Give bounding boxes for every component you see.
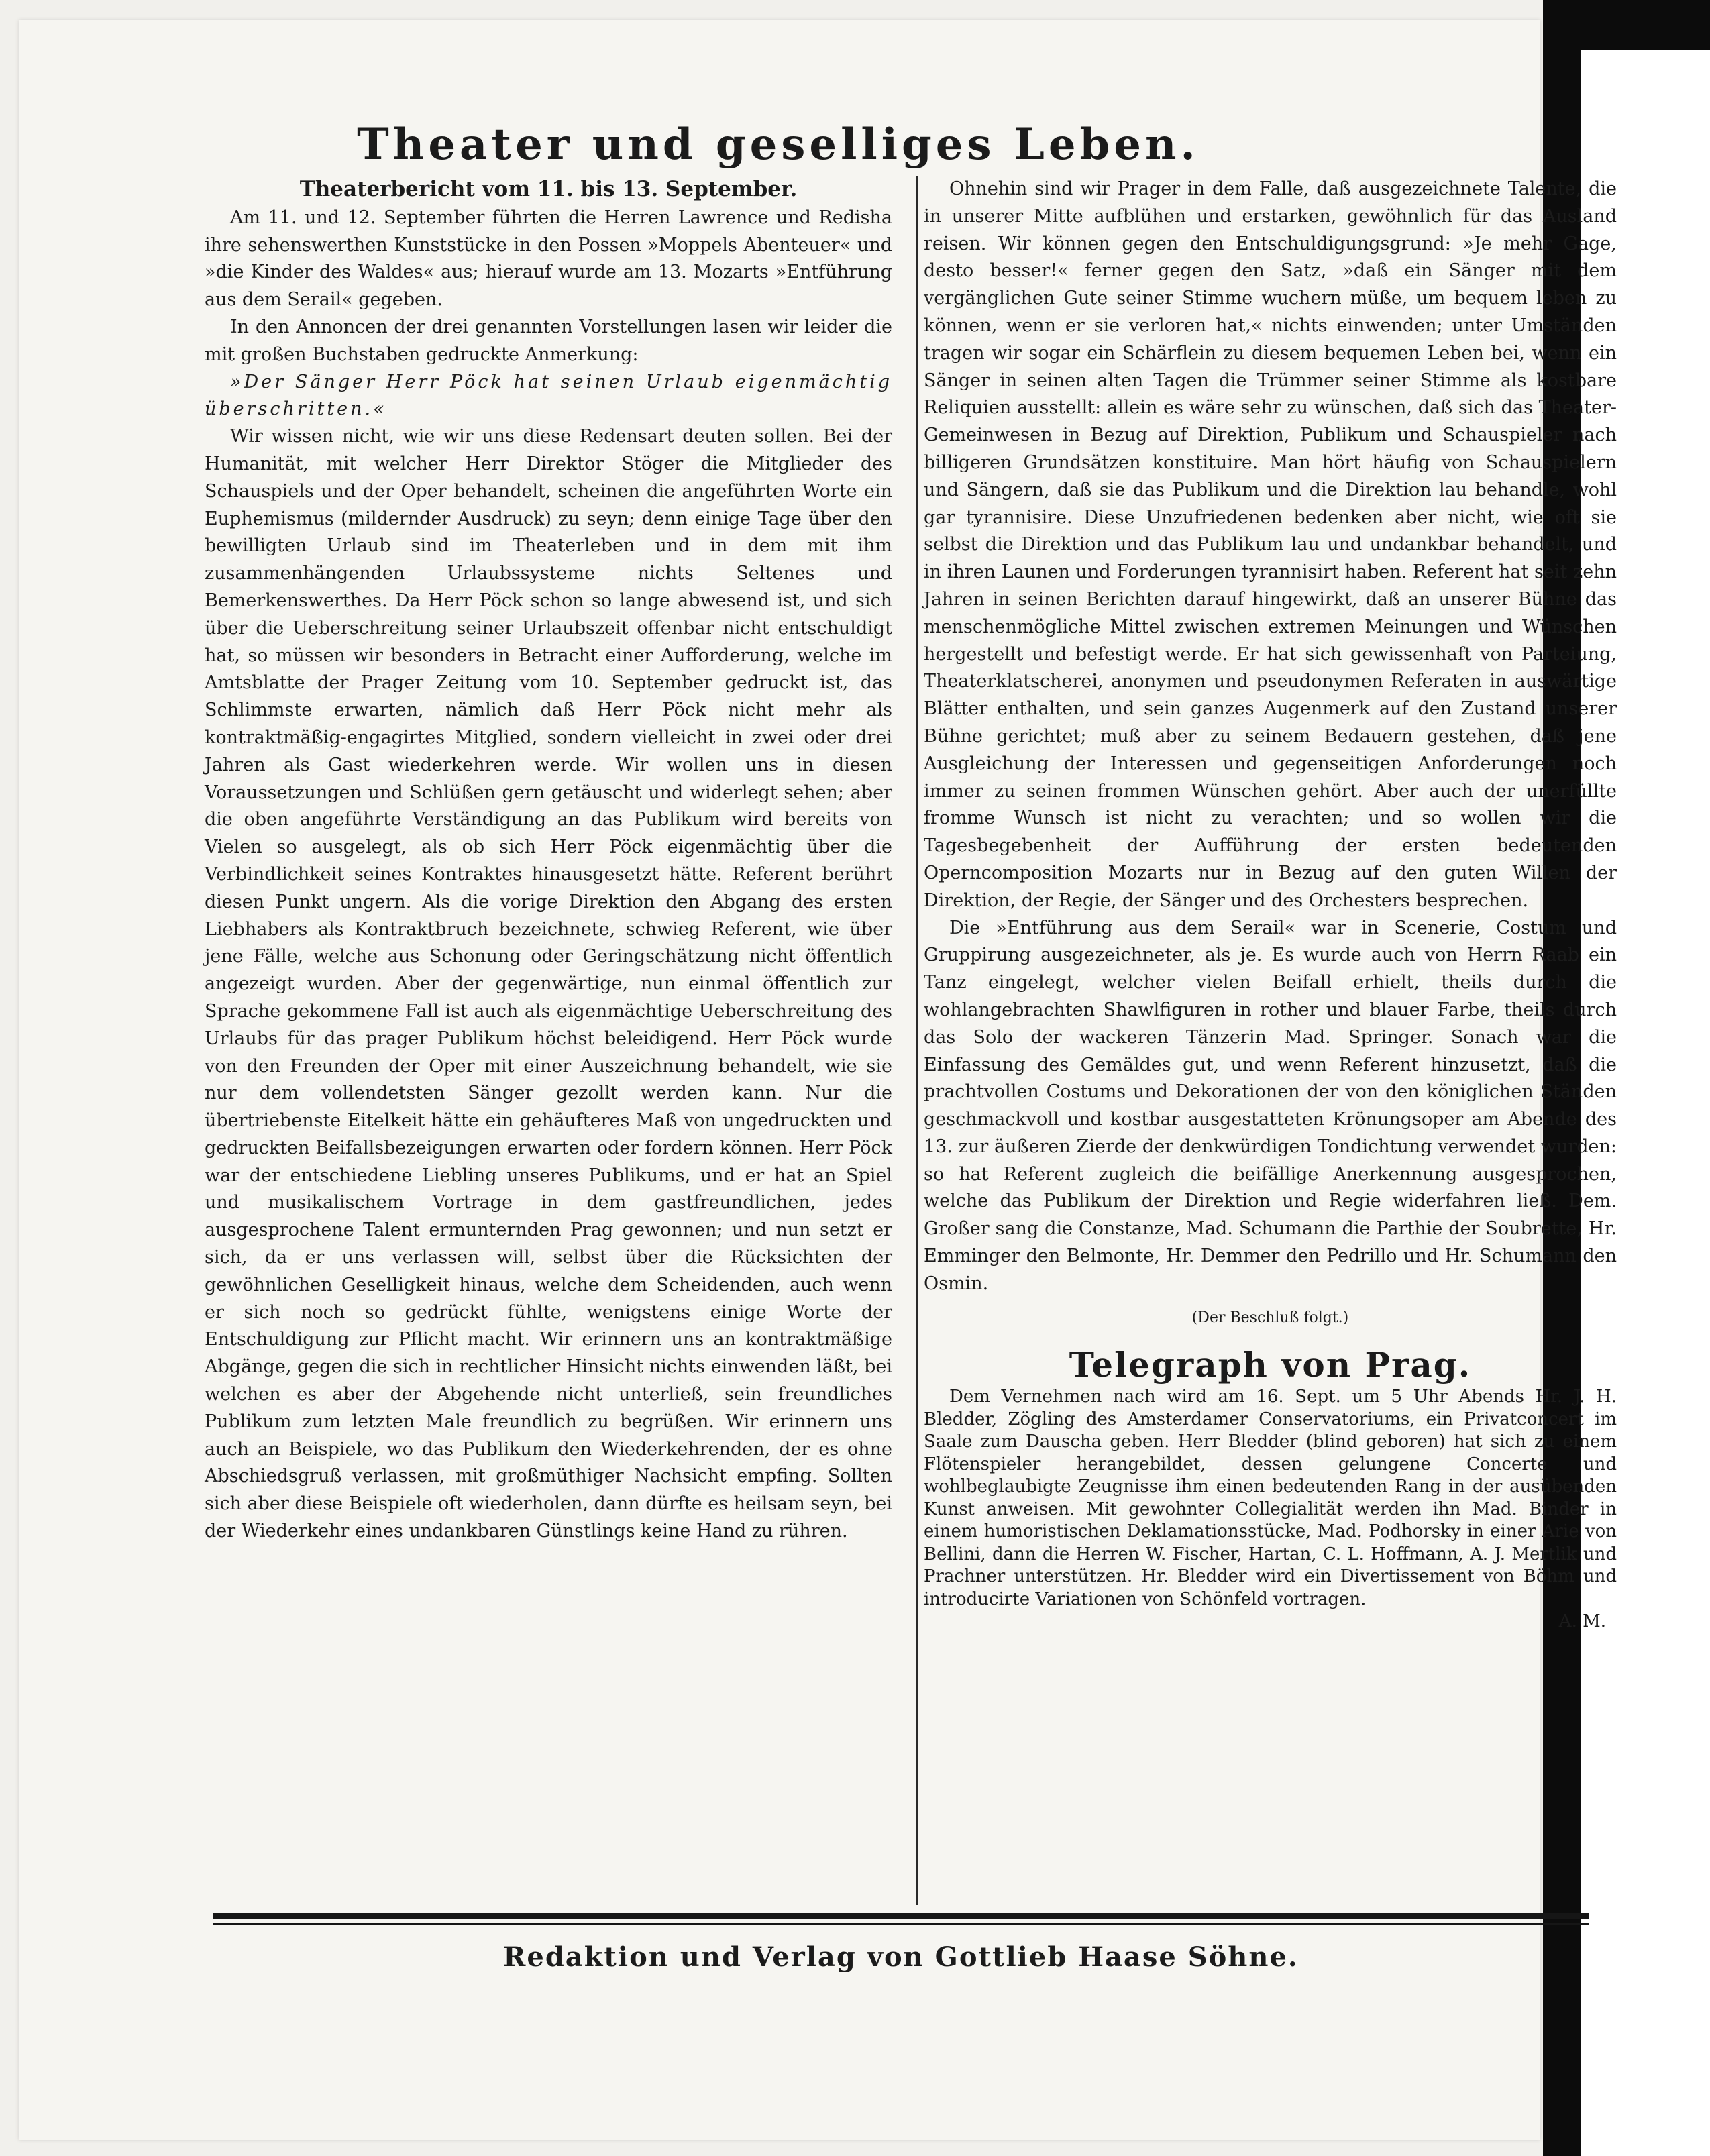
telegraph-title: Telegraph von Prag. bbox=[1069, 1345, 1472, 1385]
right-column bbox=[924, 176, 1617, 1633]
telegraph-signature: A. M. bbox=[1558, 1611, 1606, 1632]
section-masthead: Theater und geselliges Leben. bbox=[357, 119, 1199, 170]
review-paragraph-4: Ohnehin sind wir Prager in dem Falle, daß ausgezeichnete Talente, die in unserer Mitte aufblühen und erstarken, gewöhnlich für das Ausland reisen. Wir können gegen den Entschuldigungsgrund: »Je mehr Gage, desto besser!« ferner gegen den Satz, »daß ein Sänger mit dem vergänglichen Gute seiner Stimme wuchern müße, um bequem leben zu können, wenn er sie verloren hat,« nichts einwenden; unter Umständen tragen wir sogar ein Schärflein zu diesem bequemen Leben bei, wenn ein Sänger in seinen alten Tagen die Trümmer seiner Stimme als kostbare Reliquien ausstellt: allein es wäre sehr zu wünschen, daß sich das Theater-Gemeinwesen in Bezug auf Direktion, Publikum und Schauspieler nach billigeren Grundsätzen konstituire. Man hört häufig von Schauspielern und Sängern, daß sie das Publikum und die Direktion lau behandle, wohl gar tyrannisire. Diese Unzufriedenen bedenken aber nicht, wie oft sie selbst die Direktion und das Publikum lau und undankbar behandelt, und in ihren Launen und Forderungen tyrannisirt haben. Referent hat seit zehn Jahren in seinen Berichten darauf hingewirkt, daß an unserer Bühne das menschenmögliche Mittel zwischen extremen Meinungen und Wünschen hergestellt und befestigt werde. Er hat sich gewissenhaft von Parteiung, Theaterklatscherei, anonymen und pseudonymen Referaten in auswärtige Blätter enthalten, und sein ganzes Augenmerk auf den Zustand unserer Bühne gerichtet; muß aber zu seinem Bedauern gestehen, daß jene Ausgleichung der Interessen und gegenseitigen Anforderungen noch immer zu seinen frommen Wünschen gehört. Aber auch der unerfüllte fromme Wunsch ist nicht zu verachten; und so wollen wir die Tagesbegebenheit der Aufführung der ersten bedeutenden Operncomposition Mozarts nur in Bezug auf den guten Willen der Direktion, der Regie, der Sänger und des Orchesters besprechen. bbox=[924, 178, 1617, 911]
left-column bbox=[205, 176, 892, 1893]
review-quote: »Der Sänger Herr Pöck hat seinen Urlaub eigenmächtig überschritten.« bbox=[205, 371, 892, 420]
theater-report-title: Theaterbericht vom 11. bis 13. September. bbox=[299, 177, 798, 201]
review-paragraph-5: Die »Entführung aus dem Serail« war in Scenerie, Costum und Gruppirung ausgezeichneter, als je. Es wurde auch von Herrn Raab ein Tanz eingelegt, welcher vielen Beifall erhielt, theils durch die wohlangebrachten Shawlfiguren in rother und blauer Farbe, theils durch das Solo der wackeren Tänzerin Mad. Springer. Sonach war die Einfassung des Gemäldes gut, und wenn Referent hinzusetzt, daß die prachtvollen Costums und Dekorationen der von den königlichen Ständen geschmackvoll und kostbar ausgestatteten Krönungsoper am Abende des 13. zur äußeren Zierde der denkwürdigen Tondichtung verwendet wurden: so hat Referent zugleich die beifällige Anerkennung ausgesprochen, welche das Publikum der Direktion und Regie widerfahren ließ. Dem. Großer sang die Constanze, Mad. Schumann die Parthie der Soubrette, Hr. Emminger den Belmonte, Hr. Demmer den Pedrillo und Hr. Schumann den Osmin. bbox=[924, 917, 1617, 1294]
publisher-imprint: Redaktion und Verlag von Gottlieb Haase Söhne. bbox=[503, 1941, 1299, 1973]
telegraph-text: Dem Vernehmen nach wird am 16. Sept. um 5 Uhr Abends Hr. J. H. Bledder, Zögling des Amsterdamer Conservatoriums, ein Privatconcert im Saale zum Dauscha geben. Herr Bledder (blind geboren) hat sich zu einem Flötenspieler herangebildet, dessen gelungene Concerte und wohlbeglaubigte Zeugnisse ihm einen bedeutenden Rang in der ausübenden Kunst anweisen. Mit gewohnter Collegialität werden ihn Mad. Binder in einem humoristischen Deklamationsstücke, Mad. Podhorsky in einer Arie von Bellini, dann die Herren W. Fischer, Hartan, C. L. Hoffmann, A. J. Mertlik und Prachner unterstützen. Hr. Bledder wird ein Divertissement von Böhm und introducirte Variationen von Schönfeld vortragen. bbox=[924, 1387, 1617, 1609]
footer-rule bbox=[213, 1913, 1589, 1919]
continuation-note: (Der Beschluß folgt.) bbox=[1191, 1309, 1349, 1326]
review-paragraph-2: In den Annoncen der drei genannten Vorstellungen lasen wir leider die mit großen Buchstaben gedruckte Anmerkung: bbox=[205, 316, 892, 365]
review-paragraph-1: Am 11. und 12. September führten die Herren Lawrence und Redisha ihre sehenswerthen Kunststücke in den Possen »Moppels Abenteuer« und »die Kinder des Waldes« aus; hierauf wurde am 13. Mozarts »Entführung aus dem Serail« gegeben. bbox=[205, 207, 892, 311]
column-divider bbox=[916, 176, 918, 1905]
footer-rule-thin bbox=[213, 1923, 1589, 1925]
scan-corner-shadow bbox=[1581, 0, 1710, 50]
review-paragraph-3: Wir wissen nicht, wie wir uns diese Redensart deuten sollen. Bei der Humanität, mit welcher Herr Direktor Stöger die Mitglieder des Schauspiels und der Oper behandelt, scheinen die angeführten Worte ein Euphemismus (mildernder Ausdruck) zu seyn; denn einige Tage über den bewilligten Urlaub sind im Theaterleben und in dem mit ihm zusammenhängenden Urlaubssysteme nichts Seltenes und Bemerkenswerthes. Da Herr Pöck schon so lange abwesend ist, und sich über die Ueberschreitung seiner Urlaubszeit offenbar nicht entschuldigt hat, so müssen wir besonders in Betracht einer Aufforderung, welche im Amtsblatte der Prager Zeitung vom 10. September gedruckt ist, das Schlimmste erwarten, nämlich daß Herr Pöck nicht mehr als kontraktmäßig-engagirtes Mitglied, sondern vielleicht in zwei oder drei Jahren als Gast wiederkehren werde. Wir wollen uns in diesen Voraussetzungen und Schlüßen gern getäuscht und widerlegt sehen; aber die oben angeführte Verständigung an das Publikum wird bereits von Vielen so ausgelegt, als ob sich Herr Pöck eigenmächtig über die Verbindlichkeit seines Kontraktes hinausgesetzt hätte. Referent berührt diesen Punkt ungern. Als die vorige Direktion den Abgang des ersten Liebhabers als Kontraktbruch bezeichnete, schwieg Referent, wie über jene Fälle, welche aus Schonung oder Geringschätzung nicht öffentlich angezeigt wurden. Aber der gegenwärtige, nun einmal öffentlich zur Sprache gekommene Fall ist auch als eigenmächtige Ueberschreitung des Urlaubs für das prager Publikum höchst beleidigend. Herr Pöck wurde von den Freunden der Oper mit einer Auszeichnung behandelt, wie sie nur dem vollendetsten Sänger gezollt werden kann. Nur die übertriebenste Eitelkeit hätte ein gehäufteres Maß von ungedruckten und gedruckten Beifallsbezeigungen erwarten oder fordern können. Herr Pöck war der entschiedene Liebling unseres Publikums, und er hat an Spiel und musikalischem Vortrage in dem gastfreundlichen, jedes ausgesprochene Talent ermunternden Prag gewonnen; und nun setzt er sich, da er uns verlassen will, selbst über die Rücksichten der gewöhnlichen Geselligkeit hinaus, welche dem Scheidenden, auch wenn er sich noch so gedrückt fühlte, wenigstens einige Worte der Entschuldigung zur Pflicht macht. Wir erinnern uns an kontraktmäßige Abgänge, gegen die sich in rechtlicher Hinsicht nichts einwenden läßt, bei welchen es aber der Abgehende nicht unterließ, sein freundliches Publikum zum letzten Male freundlich zu begrüßen. Wir erinnern uns auch an Beispiele, wo das Publikum den Wiederkehrenden, der es ohne Abschiedsgruß verlassen, mit großmüthiger Nachsicht empfing. Sollten sich aber diese Beispiele oft wiederholen, dann dürfte es heilsam seyn, bei der Wiederkehr eines undankbaren Günstlings keine Hand zu rühren. bbox=[205, 426, 892, 1542]
